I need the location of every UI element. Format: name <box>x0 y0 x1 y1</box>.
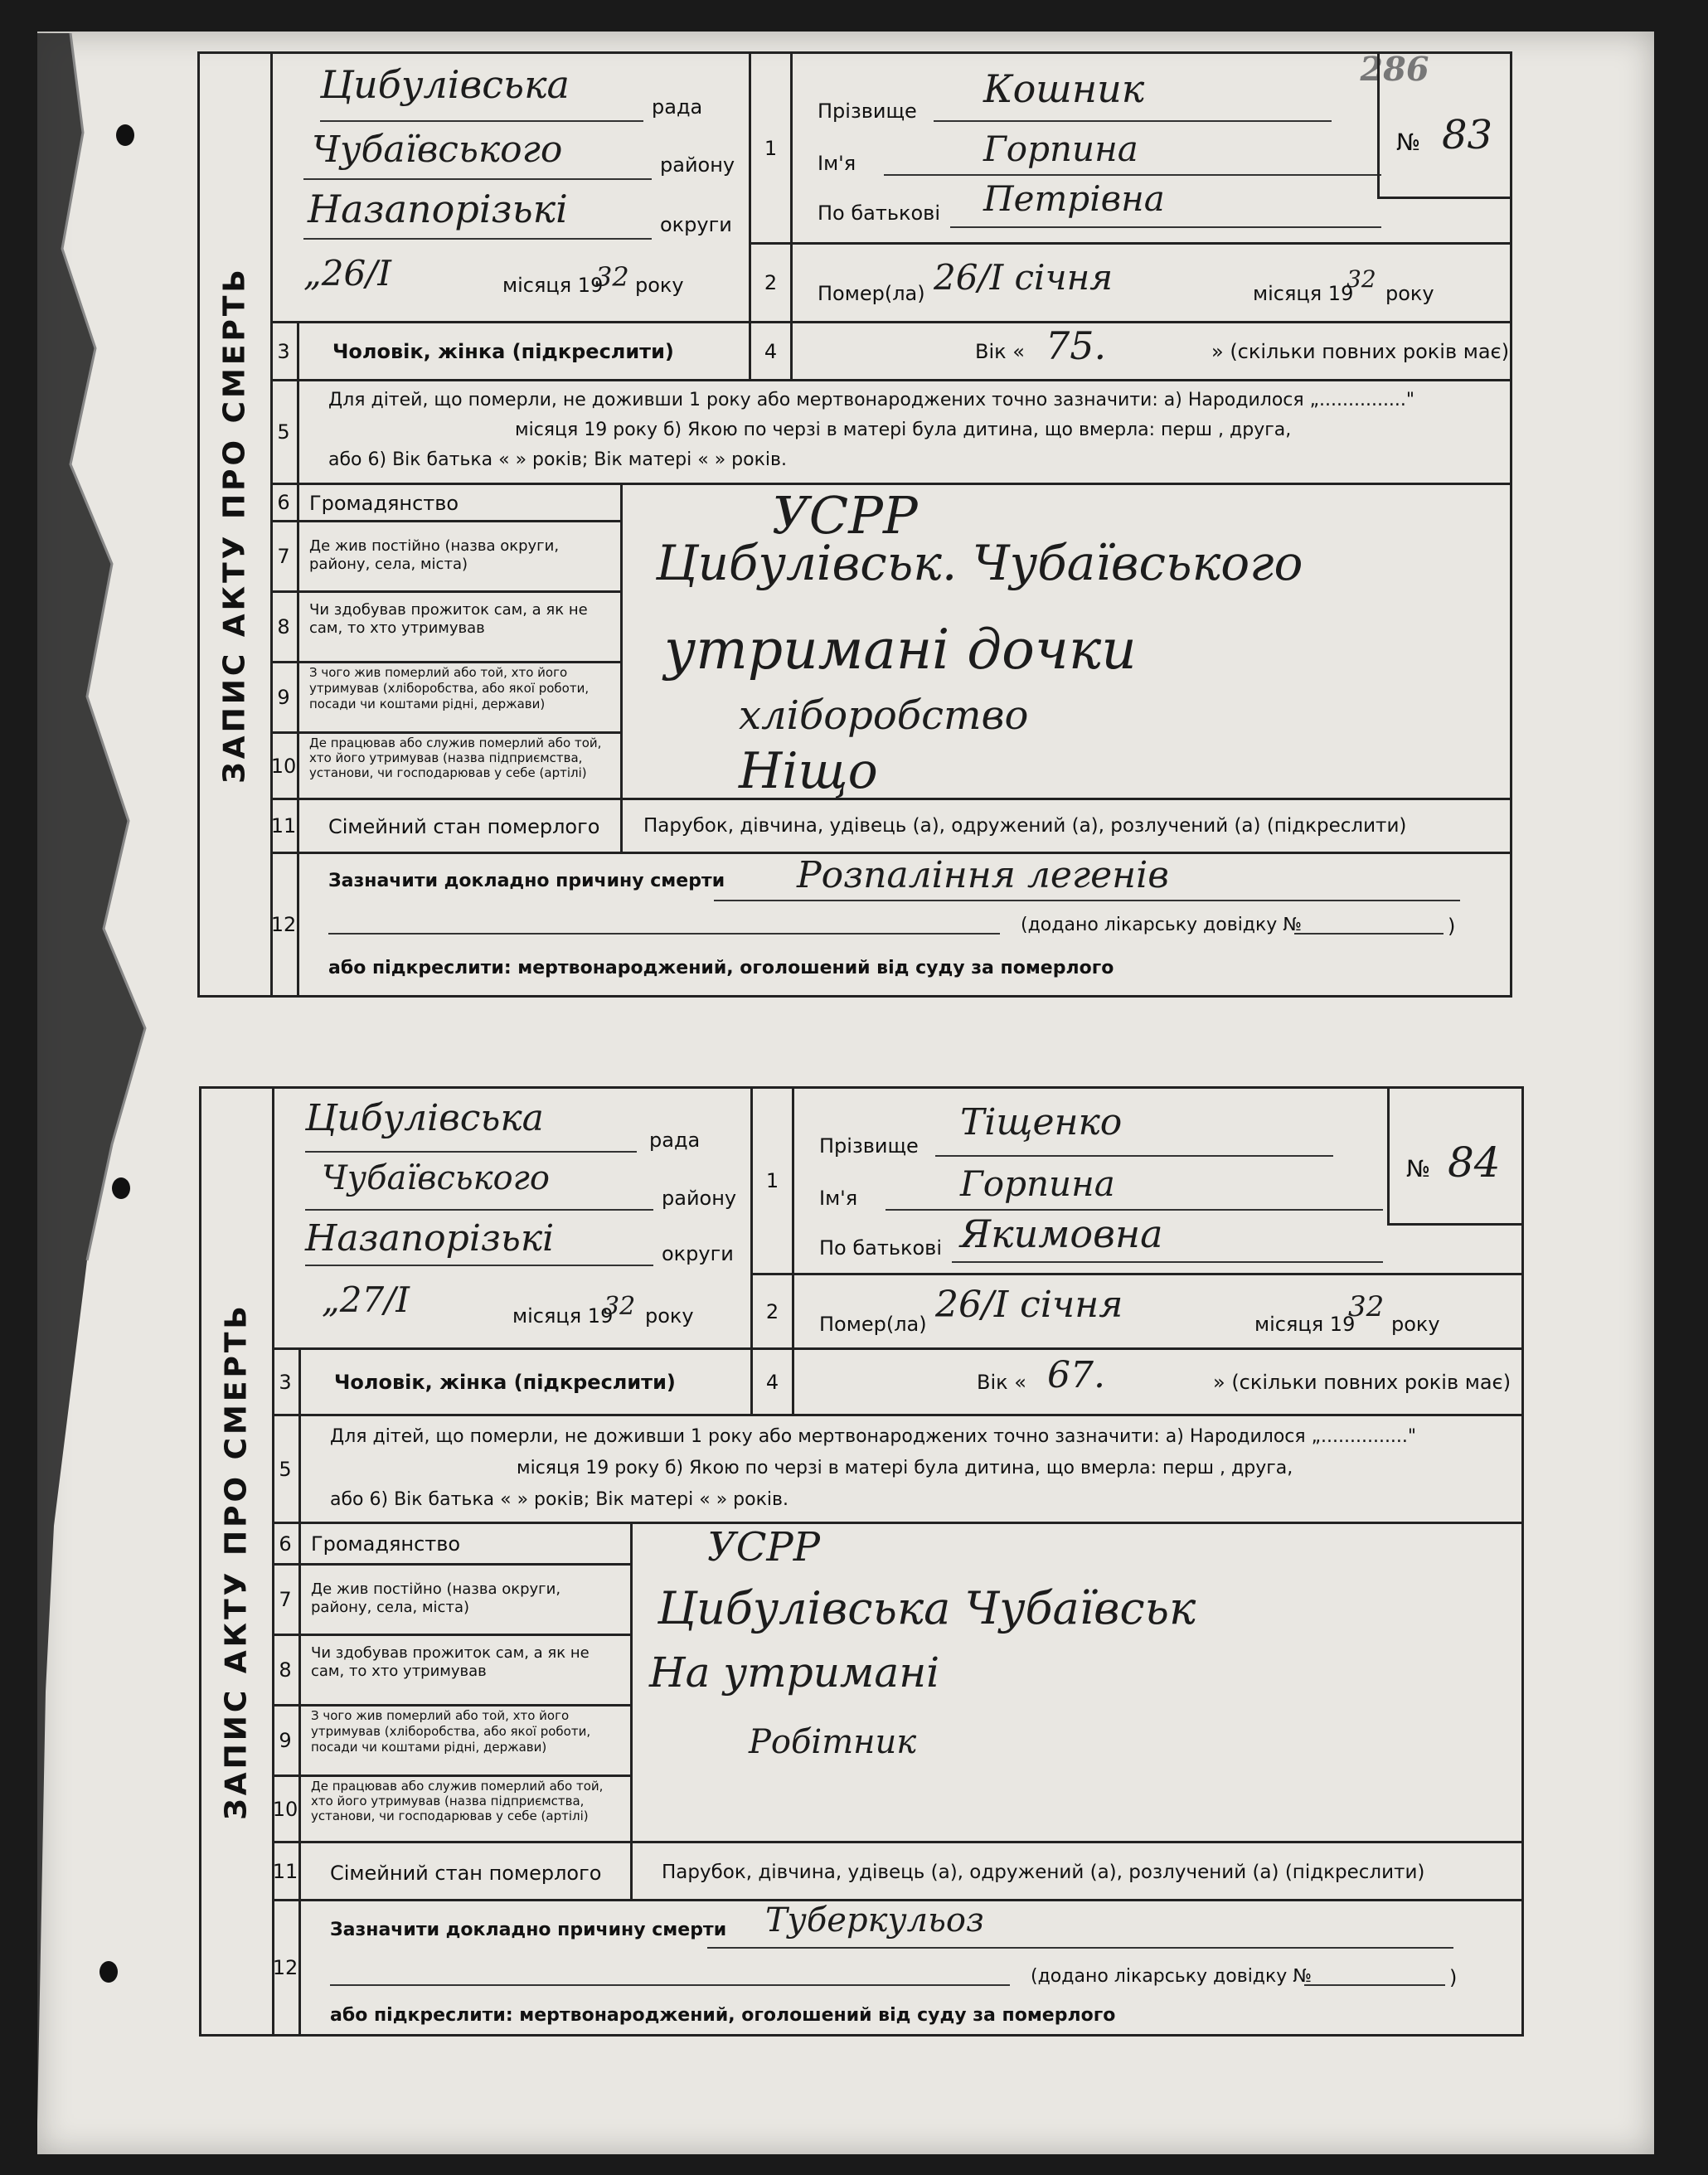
lived-on-text: З чого жив померлий або той, хто його утримував (хліборобства, або якої роботи, посади чи коштами рідні, держави) <box>309 665 590 711</box>
fill-line <box>714 900 1460 901</box>
form-cell <box>299 485 623 522</box>
fill-line <box>950 226 1381 228</box>
header-location <box>272 1089 753 1350</box>
fill-line <box>305 1151 637 1153</box>
label-year: року <box>635 274 684 297</box>
handwritten-details <box>633 1524 1521 1843</box>
roku-text: року <box>1385 282 1434 305</box>
sex-text: Чоловік, жінка (підкреслити) <box>334 1371 676 1394</box>
form-cell <box>301 1566 633 1636</box>
citizenship-text: Громадянство <box>311 1532 461 1556</box>
form-cell <box>299 663 623 734</box>
r10-text: 10 <box>272 1777 301 1843</box>
handwritten-details <box>623 485 1510 800</box>
side-title <box>200 54 273 995</box>
record-number-box <box>1387 1089 1521 1226</box>
form-cell <box>301 1524 633 1566</box>
cert-close-text: ) <box>1449 1966 1458 1989</box>
r7-text: 7 <box>270 522 299 593</box>
livelihood-text: утримані дочки <box>664 618 1137 682</box>
r3-text: 3 <box>272 1350 301 1416</box>
roku-text: року <box>1391 1313 1440 1336</box>
children-3-text: або 6) Вік батька « » років; Вік матері « » років. <box>328 449 787 470</box>
date-text: „27/I <box>322 1279 410 1320</box>
misiatsia-text: місяця 19 <box>1254 1313 1356 1336</box>
lived-on-text: З чого жив померлий або той, хто його утримував (хліборобства, або якої роботи, посади чи коштами рідні, держави) <box>311 1708 591 1755</box>
cause-of-death <box>299 854 1510 995</box>
no-text: № <box>1406 1155 1431 1182</box>
hand-okruhy: Назапорізькі <box>308 187 568 231</box>
cause-text: Зазначити докладно причину смерти <box>328 871 725 891</box>
hand-died: 26/I січня <box>934 257 1114 298</box>
family-options-text: Парубок, дівчина, удівець (а), одружений (а), розлучений (а) (підкреслити) <box>643 815 1407 837</box>
header-location <box>270 54 751 323</box>
row-num: 1 <box>751 54 793 245</box>
label-month: місяця 19 <box>502 274 604 297</box>
form-cell <box>299 734 623 800</box>
form-cell <box>301 1777 633 1843</box>
record-number: 83 <box>1442 112 1493 158</box>
punch-hole <box>112 1177 130 1199</box>
residence-text: Де жив постійно (назва округи, району, села, міста) <box>309 537 560 573</box>
worked-text: Ніщо <box>739 742 878 800</box>
r8-text: 8 <box>272 1636 301 1707</box>
punch-hole <box>116 124 134 146</box>
year-text: 32 <box>604 1292 636 1321</box>
r7-text: 7 <box>272 1566 301 1636</box>
form-cell <box>299 593 623 663</box>
residence-text: Цибулівськ. Чубаївського <box>656 535 1303 591</box>
fill-line <box>303 178 652 180</box>
fill-line <box>330 1984 1010 1986</box>
rada-text: рада <box>649 1129 701 1152</box>
worked-text: Де працював або служив померлий або той, хто його утримував (назва підприємства, установи, чи господарював у себе (артілі) <box>311 1779 604 1823</box>
fill-line <box>320 120 643 122</box>
underline-text: або підкреслити: мертвонароджений, оголошений від суду за померлого <box>328 958 1114 978</box>
okruhy-text: Назапорізькі <box>305 1217 555 1260</box>
label-died: Помер(ла) <box>818 282 925 305</box>
died-year-text: 32 <box>1347 265 1376 293</box>
underline-text: або підкреслити: мертвонароджений, оголошений від суду за померлого <box>330 2005 1116 2026</box>
r9-text: 9 <box>272 1707 301 1777</box>
torn-edge <box>37 33 170 2123</box>
cause-text: Зазначити докладно причину смерти <box>330 1920 727 1940</box>
hand-surname: Тіщенко <box>960 1101 1123 1143</box>
side-title-text: ЗАПИС АКТУ ПРО СМЕРТЬ <box>217 265 252 784</box>
children-1-text: Для дітей, що померли, не доживши 1 року або мертвонароджених точно зазначити: а) Народилося „..............." <box>330 1426 1417 1447</box>
livelihood-text: Чи здобував прожиток сам, а як не сам, то хто утримував <box>311 1644 590 1680</box>
lived-on-text: хліборобство <box>739 692 1029 739</box>
form-cell <box>301 1707 633 1777</box>
hand-rada: Цибулівська <box>320 62 570 107</box>
misiatsia-text: місяця 19 <box>512 1304 614 1328</box>
form-cell <box>299 522 623 593</box>
r8-text: 8 <box>270 593 299 663</box>
fill-line <box>952 1261 1383 1263</box>
form-cell <box>633 1843 1521 1901</box>
hand-patronymic: Петрівна <box>983 178 1165 219</box>
form-cell <box>623 800 1510 854</box>
died-text: 26/I січня <box>935 1284 1123 1326</box>
r9-text: 9 <box>270 663 299 734</box>
form-cell <box>794 1275 1521 1350</box>
name-block <box>793 54 1510 245</box>
hand-cause: Туберкульоз <box>765 1901 984 1940</box>
record-number: 84 <box>1448 1138 1501 1187</box>
raion-text: Чубаївського <box>322 1159 550 1197</box>
fill-line <box>934 120 1332 122</box>
vik-tail-text: » (скільки повних років має) <box>1211 340 1510 363</box>
okruhy-text: округи <box>662 1242 734 1265</box>
record-number-box <box>1377 54 1510 199</box>
hand-date: „26/I <box>303 253 391 294</box>
death-date <box>793 245 1510 323</box>
raion-text: району <box>662 1187 737 1210</box>
children-info <box>299 381 1510 485</box>
form-cell <box>301 1636 633 1707</box>
r5-text: 5 <box>270 381 299 485</box>
hand-name: Горпина <box>983 129 1138 169</box>
died-year-text: 32 <box>1348 1290 1385 1323</box>
r6-text: 6 <box>272 1524 301 1566</box>
label-sex: Чоловік, жінка (підкреслити) <box>332 340 674 363</box>
r12-text: 12 <box>272 1901 301 2034</box>
children-2-text: місяця 19 року б) Якою по черзі в матері була дитина, що вмерла: перш , друга, <box>515 420 1292 440</box>
hand-patronymic: Якимовна <box>960 1211 1163 1256</box>
cert-close-text: ) <box>1448 915 1456 938</box>
r10-text: 10 <box>270 734 299 800</box>
hand-age: 67. <box>1047 1354 1105 1396</box>
form-cell <box>301 1843 633 1901</box>
fill-line <box>305 1209 653 1211</box>
residence-text: Цибулівська Чубаївськ <box>657 1582 1196 1634</box>
label-surname: Прізвище <box>818 100 917 123</box>
form-cell <box>299 323 751 381</box>
prizvyshche-text: Прізвище <box>819 1134 919 1158</box>
citizenship-text: УСРР <box>772 485 918 546</box>
r1-text: 1 <box>753 1089 794 1275</box>
roku-text: року <box>645 1304 694 1328</box>
label-patronymic: По батькові <box>818 201 940 225</box>
punch-hole <box>99 1961 118 1983</box>
r4-text: 4 <box>751 323 793 381</box>
hand-raion: Чубаївського <box>312 129 563 171</box>
vik-tail-text: » (скільки повних років має) <box>1213 1371 1511 1394</box>
fill-line <box>303 238 652 240</box>
pomer-text: Помер(ла) <box>819 1313 927 1336</box>
hand-age: 75. <box>1046 323 1107 368</box>
citizenship-text: Громадянство <box>309 492 459 515</box>
label-name: Ім'я <box>818 152 856 175</box>
children-1-text: Для дітей, що померли, не доживши 1 року або мертвонароджених точно зазначити: а) Народилося „..............." <box>328 390 1415 410</box>
citizenship-text: УСРР <box>707 1524 821 1571</box>
worked-text: Де працював або служив померлий або той, хто його утримував (назва підприємства, установи, чи господарював у себе (артілі) <box>309 736 602 780</box>
livelihood-text: Чи здобував прожиток сам, а як не сам, то хто утримував <box>309 601 588 637</box>
label-rada: рада <box>652 95 703 119</box>
cert-text: (додано лікарську довідку № <box>1021 915 1303 935</box>
r4-text: 4 <box>753 1350 794 1416</box>
residence-text: Де жив постійно (назва округи, району, села, міста) <box>311 1580 561 1616</box>
fill-line <box>886 1209 1383 1211</box>
form-cell <box>793 323 1510 381</box>
cert-text: (додано лікарську довідку № <box>1031 1966 1313 1987</box>
hand-year: 32 <box>595 261 629 293</box>
r12-text: 12 <box>270 854 299 995</box>
rada-text: Цибулівська <box>305 1097 544 1139</box>
fill-line <box>707 1947 1453 1949</box>
fill-line <box>1294 933 1444 935</box>
no-text: № <box>1396 129 1421 156</box>
family-options-text: Парубок, дівчина, удівець (а), одружений (а), розлучений (а) (підкреслити) <box>662 1862 1425 1883</box>
fill-line <box>328 933 1000 935</box>
form-cell <box>794 1350 1521 1416</box>
hand-surname: Кошник <box>983 66 1145 111</box>
side-title-text: ЗАПИС АКТУ ПРО СМЕРТЬ <box>219 1303 254 1820</box>
form-cell <box>299 800 623 854</box>
fill-line <box>884 174 1381 176</box>
row-num: 2 <box>751 245 793 323</box>
death-record-1 <box>197 51 1512 998</box>
hand-name: Горпина <box>960 1163 1115 1204</box>
label-okruhy: округи <box>660 213 732 236</box>
page-number: 286 <box>1356 50 1433 89</box>
children-3-text: або 6) Вік батька « » років; Вік матері « » років. <box>330 1489 788 1510</box>
r11-text: 11 <box>272 1843 301 1901</box>
fill-line <box>1304 1984 1445 1986</box>
livelihood-text: На утримані <box>649 1648 940 1697</box>
po-batkovi-text: По батькові <box>819 1236 942 1260</box>
hand-cause: Розпаління легенів <box>797 854 1169 896</box>
fill-line <box>935 1155 1333 1157</box>
form-cell <box>794 1089 1521 1275</box>
family-status-text: Сімейний стан померлого <box>330 1862 602 1885</box>
death-record-2 <box>199 1086 1524 2037</box>
r11-text: 11 <box>270 800 299 854</box>
side-title <box>201 1089 274 2034</box>
r2-text: 2 <box>753 1275 794 1350</box>
family-status-text: Сімейний стан померлого <box>328 815 600 838</box>
imia-text: Ім'я <box>819 1187 858 1210</box>
label-age: Вік « <box>975 340 1025 363</box>
form-cell <box>301 1350 753 1416</box>
r6-text: 6 <box>270 485 299 522</box>
fill-line <box>305 1265 653 1266</box>
misiatsia-text: місяця 19 <box>1253 282 1354 305</box>
lived-on-text: Робітник <box>749 1723 917 1761</box>
label-raion: району <box>660 153 735 177</box>
r3-text: 3 <box>270 323 299 381</box>
form-cell <box>301 1901 1521 2034</box>
children-2-text: місяця 19 року б) Якою по черзі в матері була дитина, що вмерла: перш , друга, <box>517 1458 1293 1478</box>
r5-text: 5 <box>272 1416 301 1524</box>
form-cell <box>301 1416 1521 1524</box>
vik-text: Вік « <box>977 1371 1026 1394</box>
